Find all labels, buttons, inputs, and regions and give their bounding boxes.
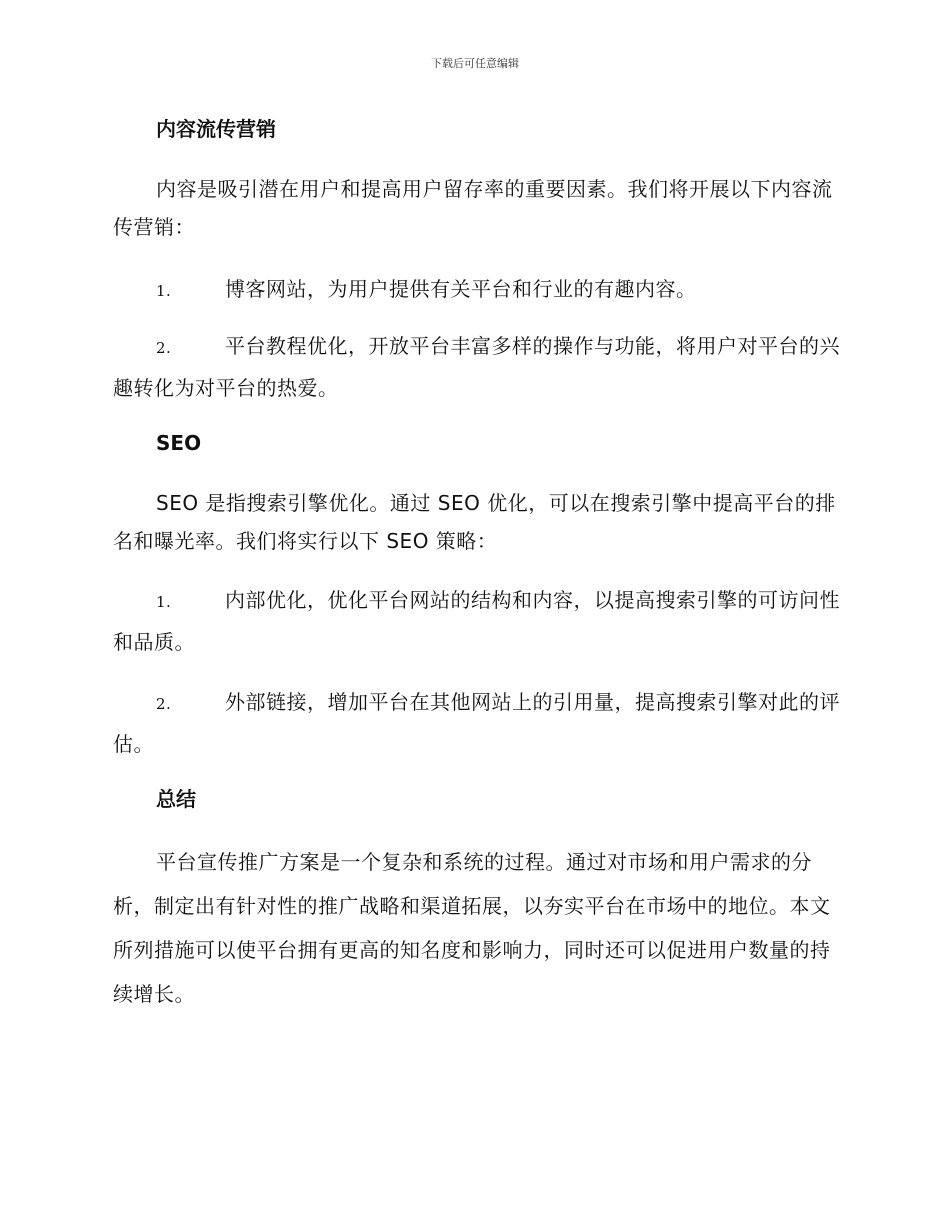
list-item [113,266,843,314]
page-header: 下载后可任意编辑 [431,57,519,70]
list-number: 2. [156,695,172,713]
section-title-summary: 总结 [156,787,196,811]
section-title-seo: SEO [156,431,202,455]
list-item-text: 外部链接，增加平台在其他网站上的引用量，提高搜索引擎对此的评估。 [113,690,840,756]
section-title-content-marketing: 内容流传营销 [156,117,276,141]
list-number: 2. [156,339,172,357]
section-intro-summary: 平台宣传推广方案是一个复杂和系统的过程。通过对市场和用户需求的分析，制定出有针对性的推广战略和渠道拓展，以夯实平台在市场中的地位。本文所列措施可以使平台拥有更高的知名度和影响力，同时还可以促进用户数量的持续增长。 [113,850,831,1006]
list-item-text: 博客网站，为用户提供有关平台和行业的有趣内容。 [225,277,697,301]
list-item [113,580,843,662]
section-intro-seo: SEO 是指搜索引擎优化。通过 SEO 优化，可以在搜索引擎中提高平台的排名和曝光率。我们将实行以下 SEO 策略： [113,491,836,553]
list-number: 1. [156,593,172,611]
list-item [113,682,843,764]
list-item [113,326,843,408]
document-body [113,112,843,1036]
list-item-text: 内部优化，优化平台网站的结构和内容，以提高搜索引擎的可访问性和品质。 [113,588,840,654]
list-item-text: 平台教程优化，开放平台丰富多样的操作与功能，将用户对平台的兴趣转化为对平台的热爱。 [113,334,840,400]
section-intro-content-marketing: 内容是吸引潜在用户和提高用户留存率的重要因素。我们将开展以下内容流传营销： [113,177,833,239]
list-number: 1. [156,282,172,300]
